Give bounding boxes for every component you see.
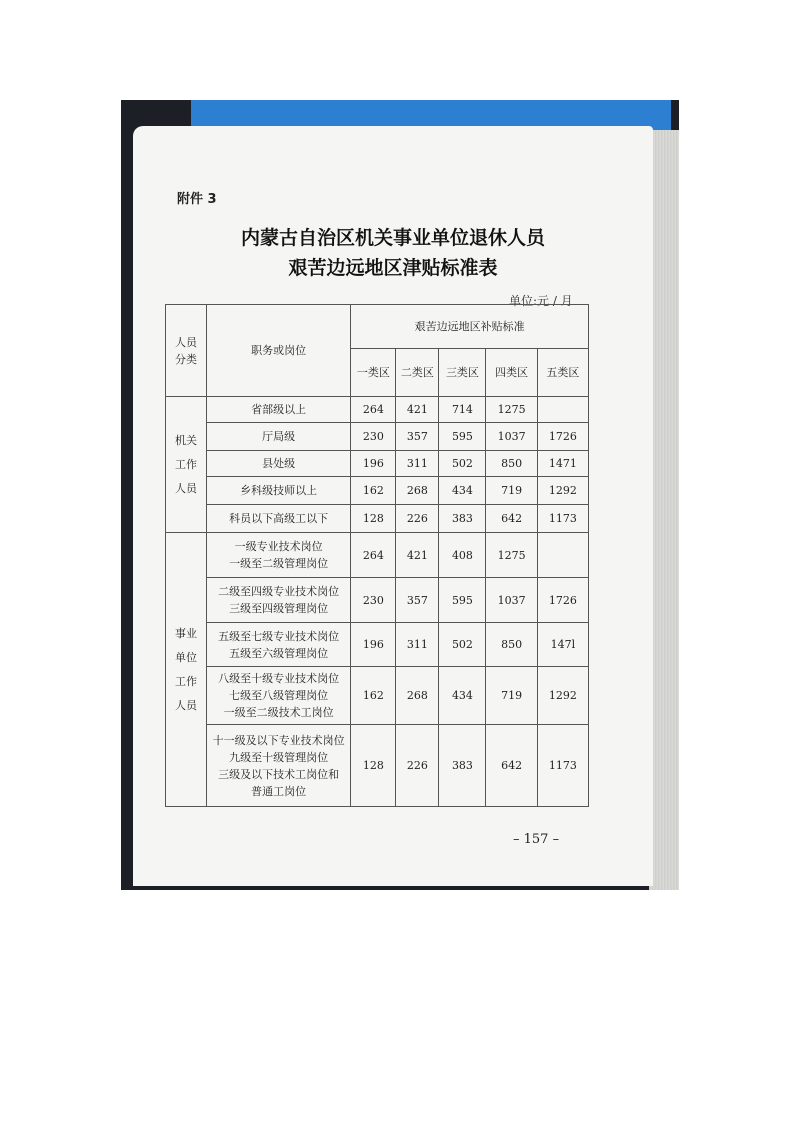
category-name-line: 单位 xyxy=(174,650,197,664)
table-row xyxy=(166,423,589,451)
zone-5-value-cell: 1292 xyxy=(537,477,588,505)
table-row xyxy=(166,667,589,725)
zone-1-value-cell: 128 xyxy=(351,505,396,533)
zone-1-value-cell: 196 xyxy=(351,623,396,667)
zone-2-value-cell: 268 xyxy=(396,667,439,725)
zone-2-value-cell: 311 xyxy=(396,451,439,477)
zone-4-value-cell: 1037 xyxy=(486,423,537,451)
table-row xyxy=(166,578,589,623)
zone-4-value-cell: 642 xyxy=(486,505,537,533)
zone-1-value-cell: 196 xyxy=(351,451,396,477)
table-row xyxy=(166,725,589,807)
position-line: 十一级及以下专业技术岗位 xyxy=(212,733,345,747)
zone-4-value-cell: 1275 xyxy=(486,397,537,423)
position-line: 三级及以下技术工岗位和 xyxy=(218,767,340,781)
position-line: 县处级 xyxy=(262,457,296,470)
zone-4-value-cell: 850 xyxy=(486,623,537,667)
position-cell xyxy=(206,667,350,725)
zone-3-value-cell: 383 xyxy=(439,725,486,807)
zone-3-value-cell: 595 xyxy=(439,578,486,623)
zone-2-value-cell: 226 xyxy=(396,505,439,533)
zone-5-value-cell: 1471 xyxy=(537,451,588,477)
document-title-line-1: 内蒙古自治区机关事业单位退休人员 xyxy=(240,227,545,249)
zone-1-value-cell: 264 xyxy=(351,533,396,578)
category-name-line: 人员 xyxy=(174,481,197,495)
zone-4-value-cell: 719 xyxy=(486,477,537,505)
zone-5-value-cell xyxy=(537,397,588,423)
zone-3-value-cell: 502 xyxy=(439,451,486,477)
position-cell xyxy=(206,623,350,667)
position-line: 省部级以上 xyxy=(251,403,307,416)
zone-3-value-cell: 434 xyxy=(439,477,486,505)
table-row xyxy=(166,505,589,533)
page-stack-edges xyxy=(649,130,679,890)
category-name-line: 工作 xyxy=(174,457,197,471)
table-row xyxy=(166,451,589,477)
zone-2-value-cell: 226 xyxy=(396,725,439,807)
table-header-row xyxy=(166,305,589,349)
zone-3-value-cell: 408 xyxy=(439,533,486,578)
position-cell xyxy=(206,578,350,623)
allowance-standards-table xyxy=(165,304,589,807)
category-cell xyxy=(166,533,207,807)
category-cell xyxy=(166,397,207,533)
zone-5-value-cell: 1292 xyxy=(537,667,588,725)
header-position: 职务或岗位 xyxy=(206,305,350,397)
header-category xyxy=(166,305,207,397)
zone-3-value-cell: 434 xyxy=(439,667,486,725)
position-cell xyxy=(206,533,350,578)
position-cell xyxy=(206,477,350,505)
zone-2-value-cell: 357 xyxy=(396,423,439,451)
table-row xyxy=(166,397,589,423)
scanned-page-background xyxy=(121,100,679,890)
position-cell xyxy=(206,725,350,807)
position-line: 八级至十级专业技术岗位 xyxy=(218,672,340,685)
table-row xyxy=(166,533,589,578)
header-allowance-standard: 艰苦边远地区补贴标准 xyxy=(351,305,589,349)
position-line: 三级至四级管理岗位 xyxy=(229,602,329,615)
zone-4-value-cell: 642 xyxy=(486,725,537,807)
position-cell xyxy=(206,451,350,477)
header-zone-4: 四类区 xyxy=(486,349,537,397)
header-zone-3: 三类区 xyxy=(439,349,486,397)
table-body xyxy=(166,305,589,807)
zone-1-value-cell: 162 xyxy=(351,477,396,505)
zone-4-value-cell: 719 xyxy=(486,667,537,725)
table-row xyxy=(166,477,589,505)
zone-4-value-cell: 1037 xyxy=(486,578,537,623)
zone-3-value-cell: 595 xyxy=(439,423,486,451)
zone-1-value-cell: 230 xyxy=(351,423,396,451)
position-line: 一级专业技术岗位 xyxy=(234,540,323,553)
position-line: 乡科级技师以上 xyxy=(240,484,318,497)
header-category-line-2: 分类 xyxy=(174,352,197,366)
zone-5-value-cell: 147l xyxy=(537,623,588,667)
document-page xyxy=(133,126,653,886)
category-name-line: 人员 xyxy=(174,698,197,712)
zone-3-value-cell: 502 xyxy=(439,623,486,667)
zone-3-value-cell: 383 xyxy=(439,505,486,533)
category-name-line: 事业 xyxy=(174,626,197,640)
position-cell xyxy=(206,397,350,423)
zone-3-value-cell: 714 xyxy=(439,397,486,423)
zone-1-value-cell: 128 xyxy=(351,725,396,807)
position-line: 一级至二级管理岗位 xyxy=(229,557,329,570)
zone-5-value-cell xyxy=(537,533,588,578)
attachment-label: 附件 3 xyxy=(177,192,217,207)
zone-4-value-cell: 850 xyxy=(486,451,537,477)
category-name-line: 工作 xyxy=(174,674,197,688)
table-row xyxy=(166,623,589,667)
position-line: 九级至十级管理岗位 xyxy=(229,750,329,764)
zone-1-value-cell: 162 xyxy=(351,667,396,725)
zone-1-value-cell: 264 xyxy=(351,397,396,423)
position-cell xyxy=(206,505,350,533)
position-line: 一级至二级技术工岗位 xyxy=(223,706,334,719)
position-line: 科员以下高级工以下 xyxy=(229,512,329,525)
position-line: 五级至七级专业技术岗位 xyxy=(218,629,340,643)
zone-2-value-cell: 421 xyxy=(396,533,439,578)
position-line: 七级至八级管理岗位 xyxy=(229,689,329,702)
unit-label: 单位:元 / 月 xyxy=(509,294,573,308)
zone-5-value-cell: 1726 xyxy=(537,578,588,623)
category-name-line: 机关 xyxy=(174,433,197,447)
header-category-line-1: 人员 xyxy=(174,335,197,349)
header-zone-5: 五类区 xyxy=(537,349,588,397)
position-line: 普通工岗位 xyxy=(251,784,307,798)
position-cell xyxy=(206,423,350,451)
document-title-line-2: 艰苦边远地区津贴标准表 xyxy=(288,257,498,279)
zone-5-value-cell: 1173 xyxy=(537,505,588,533)
position-line: 厅局级 xyxy=(262,430,296,443)
page-number: – 157 – xyxy=(513,832,560,847)
zone-4-value-cell: 1275 xyxy=(486,533,537,578)
header-zone-2: 二类区 xyxy=(396,349,439,397)
position-line: 二级至四级专业技术岗位 xyxy=(218,585,340,598)
zone-5-value-cell: 1173 xyxy=(537,725,588,807)
zone-2-value-cell: 268 xyxy=(396,477,439,505)
zone-1-value-cell: 230 xyxy=(351,578,396,623)
zone-2-value-cell: 311 xyxy=(396,623,439,667)
zone-2-value-cell: 421 xyxy=(396,397,439,423)
position-line: 五级至六级管理岗位 xyxy=(229,646,329,660)
header-zone-1: 一类区 xyxy=(351,349,396,397)
zone-2-value-cell: 357 xyxy=(396,578,439,623)
zone-5-value-cell: 1726 xyxy=(537,423,588,451)
